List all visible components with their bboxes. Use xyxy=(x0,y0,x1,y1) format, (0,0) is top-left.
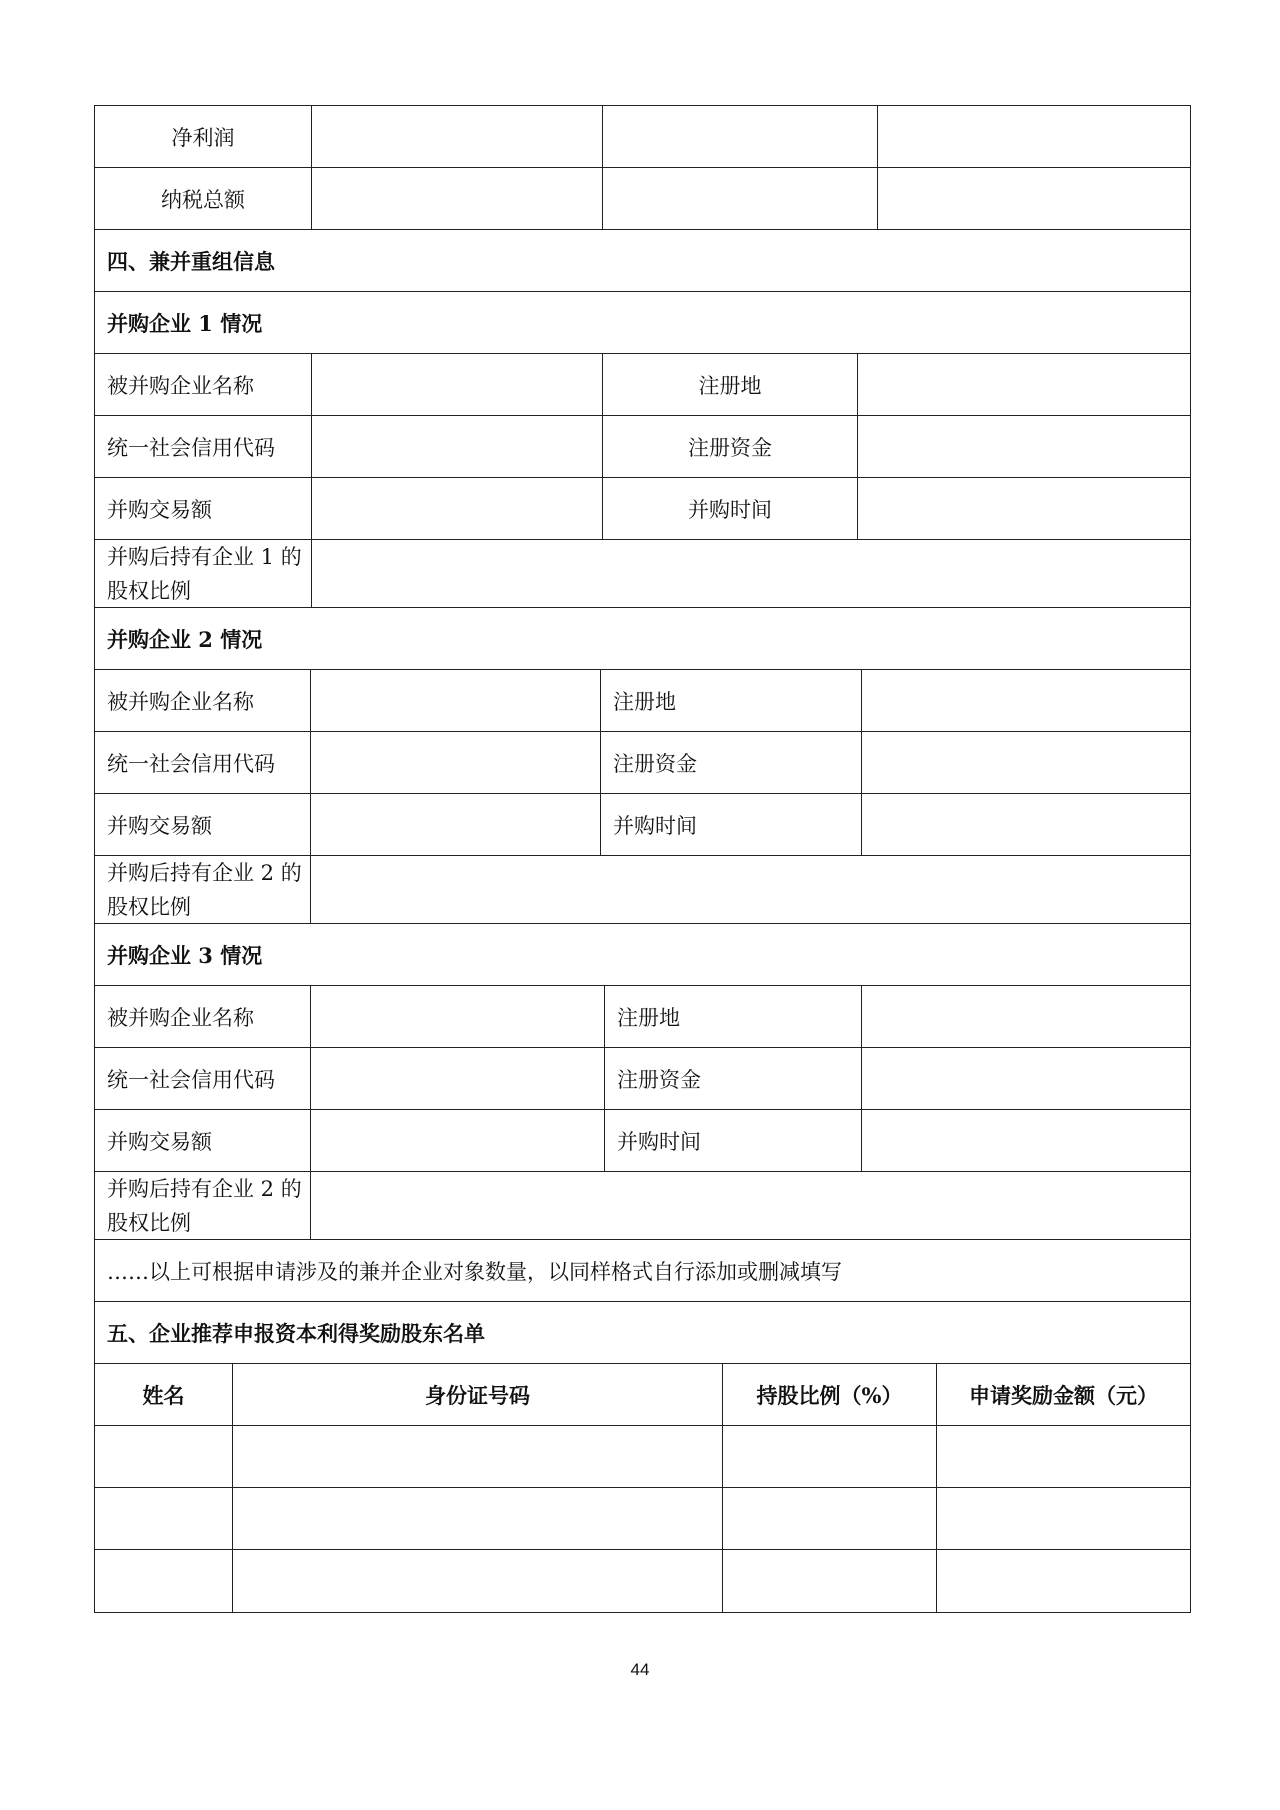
acquisition-3-title-row xyxy=(95,924,1190,986)
merger-time-label: 并购时间 xyxy=(604,1110,861,1171)
application-form-table xyxy=(94,105,1191,1613)
equity-ratio-label: 并购后持有企业 2 的股权比例 xyxy=(107,861,302,919)
header-id-number: 身份证号码 xyxy=(232,1364,722,1425)
shareholder-header-row xyxy=(95,1364,1190,1426)
shareholder-amount-field[interactable] xyxy=(936,1426,1190,1487)
registered-place-label: 注册地 xyxy=(600,670,861,731)
page-number: 44 xyxy=(630,1660,650,1679)
registered-capital-label: 注册资金 xyxy=(602,416,857,477)
merger-time-field[interactable] xyxy=(861,1110,1190,1171)
target-name-label: 被并购企业名称 xyxy=(107,373,254,398)
add-remove-note: ……以上可根据申请涉及的兼并企业对象数量，以同样格式自行添加或删减填写 xyxy=(107,1259,842,1284)
registered-capital-label: 注册资金 xyxy=(604,1048,861,1109)
target-name-label: 被并购企业名称 xyxy=(107,689,254,714)
acquisition-3-equity-row xyxy=(95,1172,1190,1240)
target-name-field[interactable] xyxy=(310,670,600,731)
registered-capital-field[interactable] xyxy=(857,416,1190,477)
shareholder-ratio-field[interactable] xyxy=(722,1488,936,1549)
acquisition-2-title: 并购企业 2 情况 xyxy=(107,626,263,652)
header-shareholding-ratio: 持股比例（%） xyxy=(722,1364,936,1425)
registered-capital-label: 注册资金 xyxy=(600,732,861,793)
transaction-amount-label: 并购交易额 xyxy=(107,497,212,522)
shareholder-amount-field[interactable] xyxy=(936,1488,1190,1549)
acquisition-3-name-row xyxy=(95,986,1190,1048)
target-name-field[interactable] xyxy=(310,986,604,1047)
registered-capital-field[interactable] xyxy=(861,1048,1190,1109)
credit-code-label: 统一社会信用代码 xyxy=(107,1067,275,1092)
registered-place-field[interactable] xyxy=(857,354,1190,415)
equity-ratio-label: 并购后持有企业 1 的股权比例 xyxy=(107,545,302,603)
acquisition-3-title: 并购企业 3 情况 xyxy=(107,942,263,968)
net-profit-row xyxy=(95,106,1190,168)
net-profit-label: 净利润 xyxy=(171,125,235,150)
transaction-amount-field[interactable] xyxy=(310,1110,604,1171)
acquisition-2-equity-row xyxy=(95,856,1190,924)
total-tax-label: 纳税总额 xyxy=(161,187,245,212)
credit-code-field[interactable] xyxy=(311,416,602,477)
acquisition-3-amount-row xyxy=(95,1110,1190,1172)
shareholder-name-field[interactable] xyxy=(95,1426,232,1487)
registered-place-label: 注册地 xyxy=(604,986,861,1047)
acquisition-1-name-row xyxy=(95,354,1190,416)
table-row xyxy=(95,1550,1190,1612)
acquisition-3-code-row xyxy=(95,1048,1190,1110)
header-reward-amount: 申请奖励金额（元） xyxy=(936,1364,1190,1425)
header-name: 姓名 xyxy=(142,1382,185,1408)
table-row xyxy=(95,1426,1190,1488)
total-tax-row xyxy=(95,168,1190,230)
shareholder-amount-field[interactable] xyxy=(936,1550,1190,1612)
transaction-amount-field[interactable] xyxy=(310,794,600,855)
table-row xyxy=(95,1488,1190,1550)
target-name-label: 被并购企业名称 xyxy=(107,1005,254,1030)
merger-time-label: 并购时间 xyxy=(602,478,857,539)
shareholder-id-field[interactable] xyxy=(232,1488,722,1549)
equity-ratio-field[interactable] xyxy=(310,856,1190,923)
shareholder-id-field[interactable] xyxy=(232,1426,722,1487)
registered-place-field[interactable] xyxy=(861,670,1190,731)
acquisition-1-amount-row xyxy=(95,478,1190,540)
transaction-amount-label: 并购交易额 xyxy=(107,813,212,838)
equity-ratio-field[interactable] xyxy=(311,540,1190,607)
acquisition-2-title-row xyxy=(95,608,1190,670)
acquisition-2-amount-row xyxy=(95,794,1190,856)
merger-section-title: 四、兼并重组信息 xyxy=(107,248,275,274)
shareholder-name-field[interactable] xyxy=(95,1488,232,1549)
shareholder-section-title: 五、企业推荐申报资本利得奖励股东名单 xyxy=(107,1320,485,1346)
equity-ratio-field[interactable] xyxy=(310,1172,1190,1239)
shareholder-ratio-field[interactable] xyxy=(722,1426,936,1487)
acquisition-1-title-row xyxy=(95,292,1190,354)
total-tax-value-2[interactable] xyxy=(602,168,877,229)
shareholder-id-field[interactable] xyxy=(232,1550,722,1612)
acquisition-1-equity-row xyxy=(95,540,1190,608)
net-profit-value-2[interactable] xyxy=(602,106,877,167)
shareholder-ratio-field[interactable] xyxy=(722,1550,936,1612)
registered-capital-field[interactable] xyxy=(861,732,1190,793)
credit-code-field[interactable] xyxy=(310,1048,604,1109)
registered-place-label: 注册地 xyxy=(602,354,857,415)
note-row xyxy=(95,1240,1190,1302)
target-name-field[interactable] xyxy=(311,354,602,415)
merger-time-field[interactable] xyxy=(857,478,1190,539)
total-tax-value-1[interactable] xyxy=(311,168,602,229)
registered-place-field[interactable] xyxy=(861,986,1190,1047)
total-tax-value-3[interactable] xyxy=(877,168,1190,229)
shareholder-name-field[interactable] xyxy=(95,1550,232,1612)
shareholder-section-row xyxy=(95,1302,1190,1364)
transaction-amount-field[interactable] xyxy=(311,478,602,539)
merger-time-label: 并购时间 xyxy=(600,794,861,855)
credit-code-label: 统一社会信用代码 xyxy=(107,435,275,460)
merger-section-row xyxy=(95,230,1190,292)
credit-code-label: 统一社会信用代码 xyxy=(107,751,275,776)
acquisition-1-code-row xyxy=(95,416,1190,478)
net-profit-value-1[interactable] xyxy=(311,106,602,167)
acquisition-2-name-row xyxy=(95,670,1190,732)
net-profit-value-3[interactable] xyxy=(877,106,1190,167)
transaction-amount-label: 并购交易额 xyxy=(107,1129,212,1154)
credit-code-field[interactable] xyxy=(310,732,600,793)
acquisition-2-code-row xyxy=(95,732,1190,794)
merger-time-field[interactable] xyxy=(861,794,1190,855)
equity-ratio-label: 并购后持有企业 2 的股权比例 xyxy=(107,1177,302,1235)
acquisition-1-title: 并购企业 1 情况 xyxy=(107,310,263,336)
